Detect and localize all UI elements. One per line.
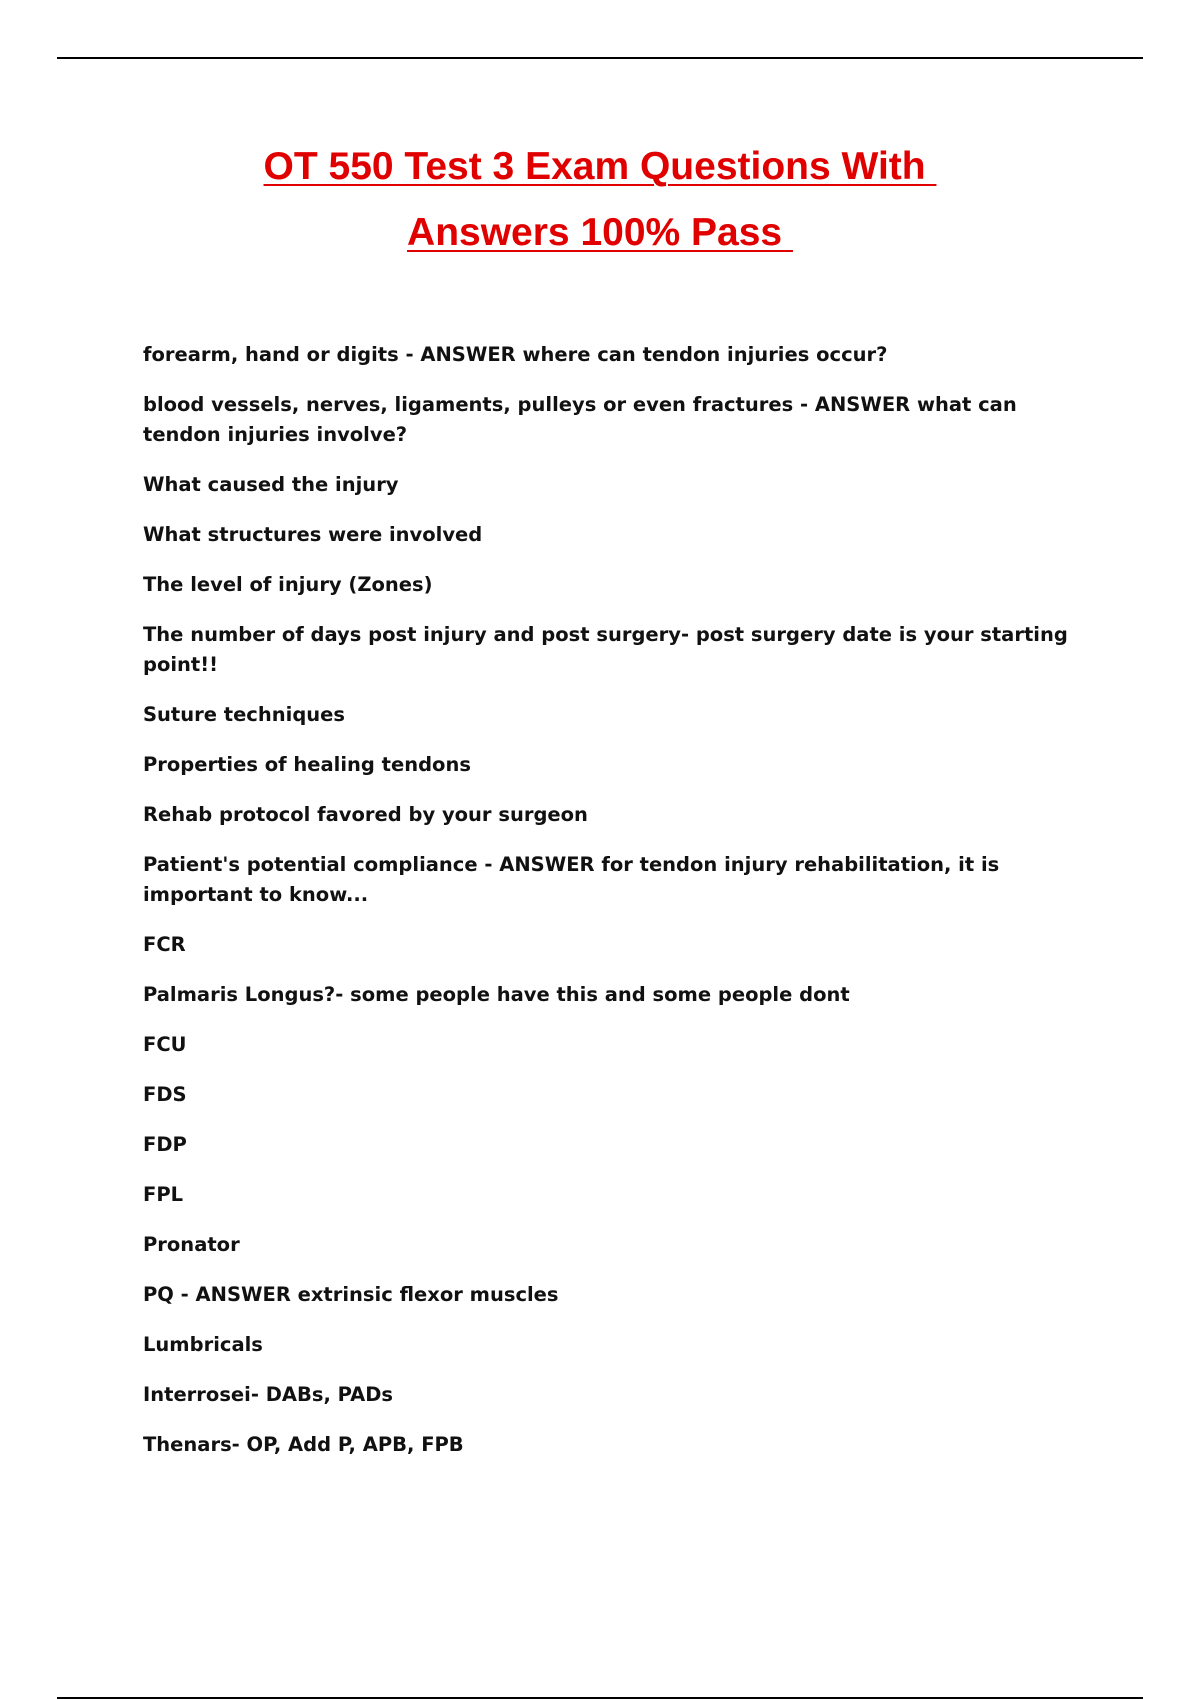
qa-entry-15: FDP xyxy=(143,1133,187,1156)
qa-entry-6: The number of days post injury and post surgery- post surgery date is your starting point!! xyxy=(143,623,1068,676)
qa-entry-10: Patient's potential compliance - ANSWER for tendon injury rehabilitation, it is important to know... xyxy=(143,853,1000,906)
qa-entry-13: FCU xyxy=(143,1033,187,1056)
top-divider xyxy=(57,57,1143,59)
qa-entry-14: FDS xyxy=(143,1083,187,1106)
document-title xyxy=(0,145,1200,277)
qa-entry-2: blood vessels, nerves, ligaments, pulleys or even fractures - ANSWER what can tendon injuries involve? xyxy=(143,393,1017,446)
title-line-1: OT 550 Test 3 Exam Questions With xyxy=(263,145,937,188)
title-line-2: Answers 100% Pass xyxy=(407,211,793,254)
qa-list xyxy=(143,340,1088,1480)
qa-entry-1: forearm, hand or digits - ANSWER where can tendon injuries occur? xyxy=(143,343,888,366)
qa-entry-3: What caused the injury xyxy=(143,473,399,496)
bottom-divider xyxy=(57,1697,1143,1699)
qa-entry-5: The level of injury (Zones) xyxy=(143,573,433,596)
qa-entry-9: Rehab protocol favored by your surgeon xyxy=(143,803,588,826)
qa-entry-19: Lumbricals xyxy=(143,1333,263,1356)
qa-entry-4: What structures were involved xyxy=(143,523,483,546)
qa-entry-7: Suture techniques xyxy=(143,703,345,726)
qa-entry-12: Palmaris Longus?- some people have this and some people dont xyxy=(143,983,850,1006)
qa-entry-8: Properties of healing tendons xyxy=(143,753,471,776)
qa-entry-20: Interrosei- DABs, PADs xyxy=(143,1383,394,1406)
qa-entry-21: Thenars- OP, Add P, APB, FPB xyxy=(143,1433,464,1456)
qa-entry-17: Pronator xyxy=(143,1233,240,1256)
qa-entry-11: FCR xyxy=(143,933,186,956)
qa-entry-16: FPL xyxy=(143,1183,184,1206)
qa-entry-18: PQ - ANSWER extrinsic flexor muscles xyxy=(143,1283,559,1306)
